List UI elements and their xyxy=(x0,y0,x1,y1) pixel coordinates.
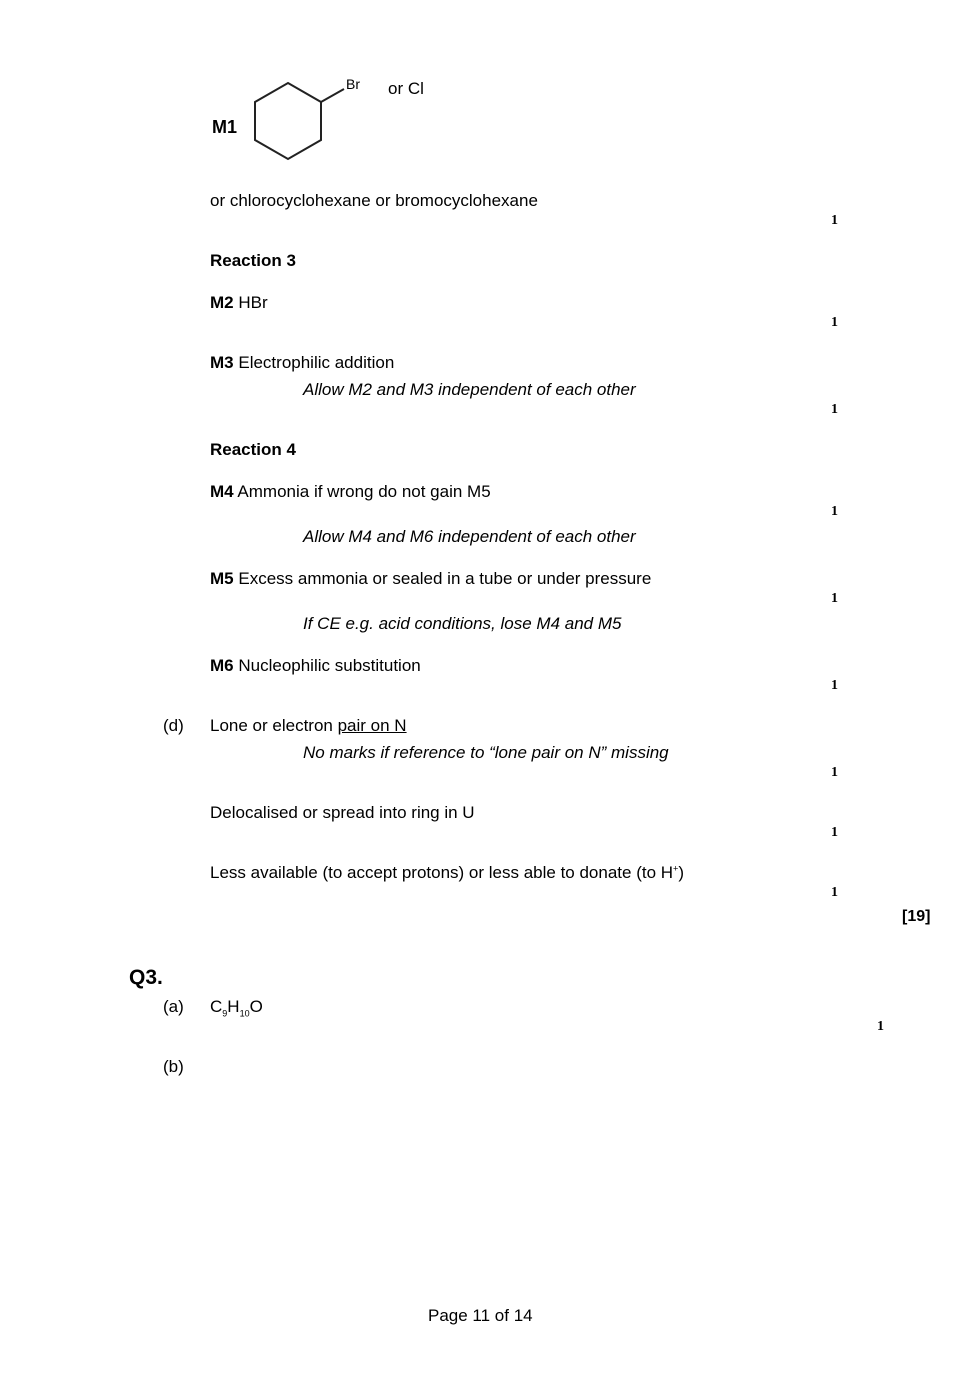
mark-less-available: 1 xyxy=(831,885,838,900)
m5-guidance-note: If CE e.g. acid conditions, lose M4 and M5 xyxy=(303,614,622,633)
bromine-label: Br xyxy=(346,76,360,92)
or-cl-label: or Cl xyxy=(388,79,424,98)
part-d-label: (d) xyxy=(163,716,184,735)
m5-line: M5 Excess ammonia or sealed in a tube or under pressure xyxy=(210,569,652,588)
mark-m5: 1 xyxy=(831,591,838,606)
m1-alternative-text: or chlorocyclohexane or bromocyclohexane xyxy=(210,191,538,210)
reaction-4-heading: Reaction 4 xyxy=(210,440,296,459)
m3-line: M3 Electrophilic addition xyxy=(210,353,395,372)
q3-formula: $C_9H_{10}O$ xyxy=(210,997,263,1019)
mark-m6: 1 xyxy=(831,678,838,693)
less-available-answer: Less available (to accept protons) or less able to donate (to H+) xyxy=(210,863,684,882)
question-total: [19] xyxy=(902,908,931,925)
m6-line: M6 Nucleophilic substitution xyxy=(210,656,421,675)
part-d-guidance-note: No marks if reference to “lone pair on N” missing xyxy=(303,743,669,762)
cyclohexane-ring xyxy=(250,78,360,164)
mark-m4: 1 xyxy=(831,504,838,519)
q3-part-b-label: (b) xyxy=(163,1057,184,1076)
delocalised-answer: Delocalised or spread into ring in U xyxy=(210,803,475,822)
part-d-answer: Lone or electron pair on N xyxy=(210,716,407,735)
mark-d: 1 xyxy=(831,765,838,780)
m4-guidance-note: Allow M4 and M6 independent of each other xyxy=(303,527,636,546)
mark-m2: 1 xyxy=(831,315,838,330)
q3-part-a-label: (a) xyxy=(163,997,184,1016)
q3-title: Q3. xyxy=(129,966,163,989)
m3-guidance-note: Allow M2 and M3 independent of each other xyxy=(303,380,636,399)
m1-structure-label: M1 xyxy=(212,117,238,137)
mark-delocalised: 1 xyxy=(831,825,838,840)
mark-m1: 1 xyxy=(831,213,838,228)
reaction-3-heading: Reaction 3 xyxy=(210,251,296,270)
m4-line: M4 Ammonia if wrong do not gain M5 xyxy=(210,482,491,501)
page-number: Page 11 of 14 xyxy=(428,1306,533,1325)
mark-q3-a: 1 xyxy=(877,1019,884,1034)
m2-line: M2 HBr xyxy=(210,293,268,312)
mark-m3: 1 xyxy=(831,402,838,417)
